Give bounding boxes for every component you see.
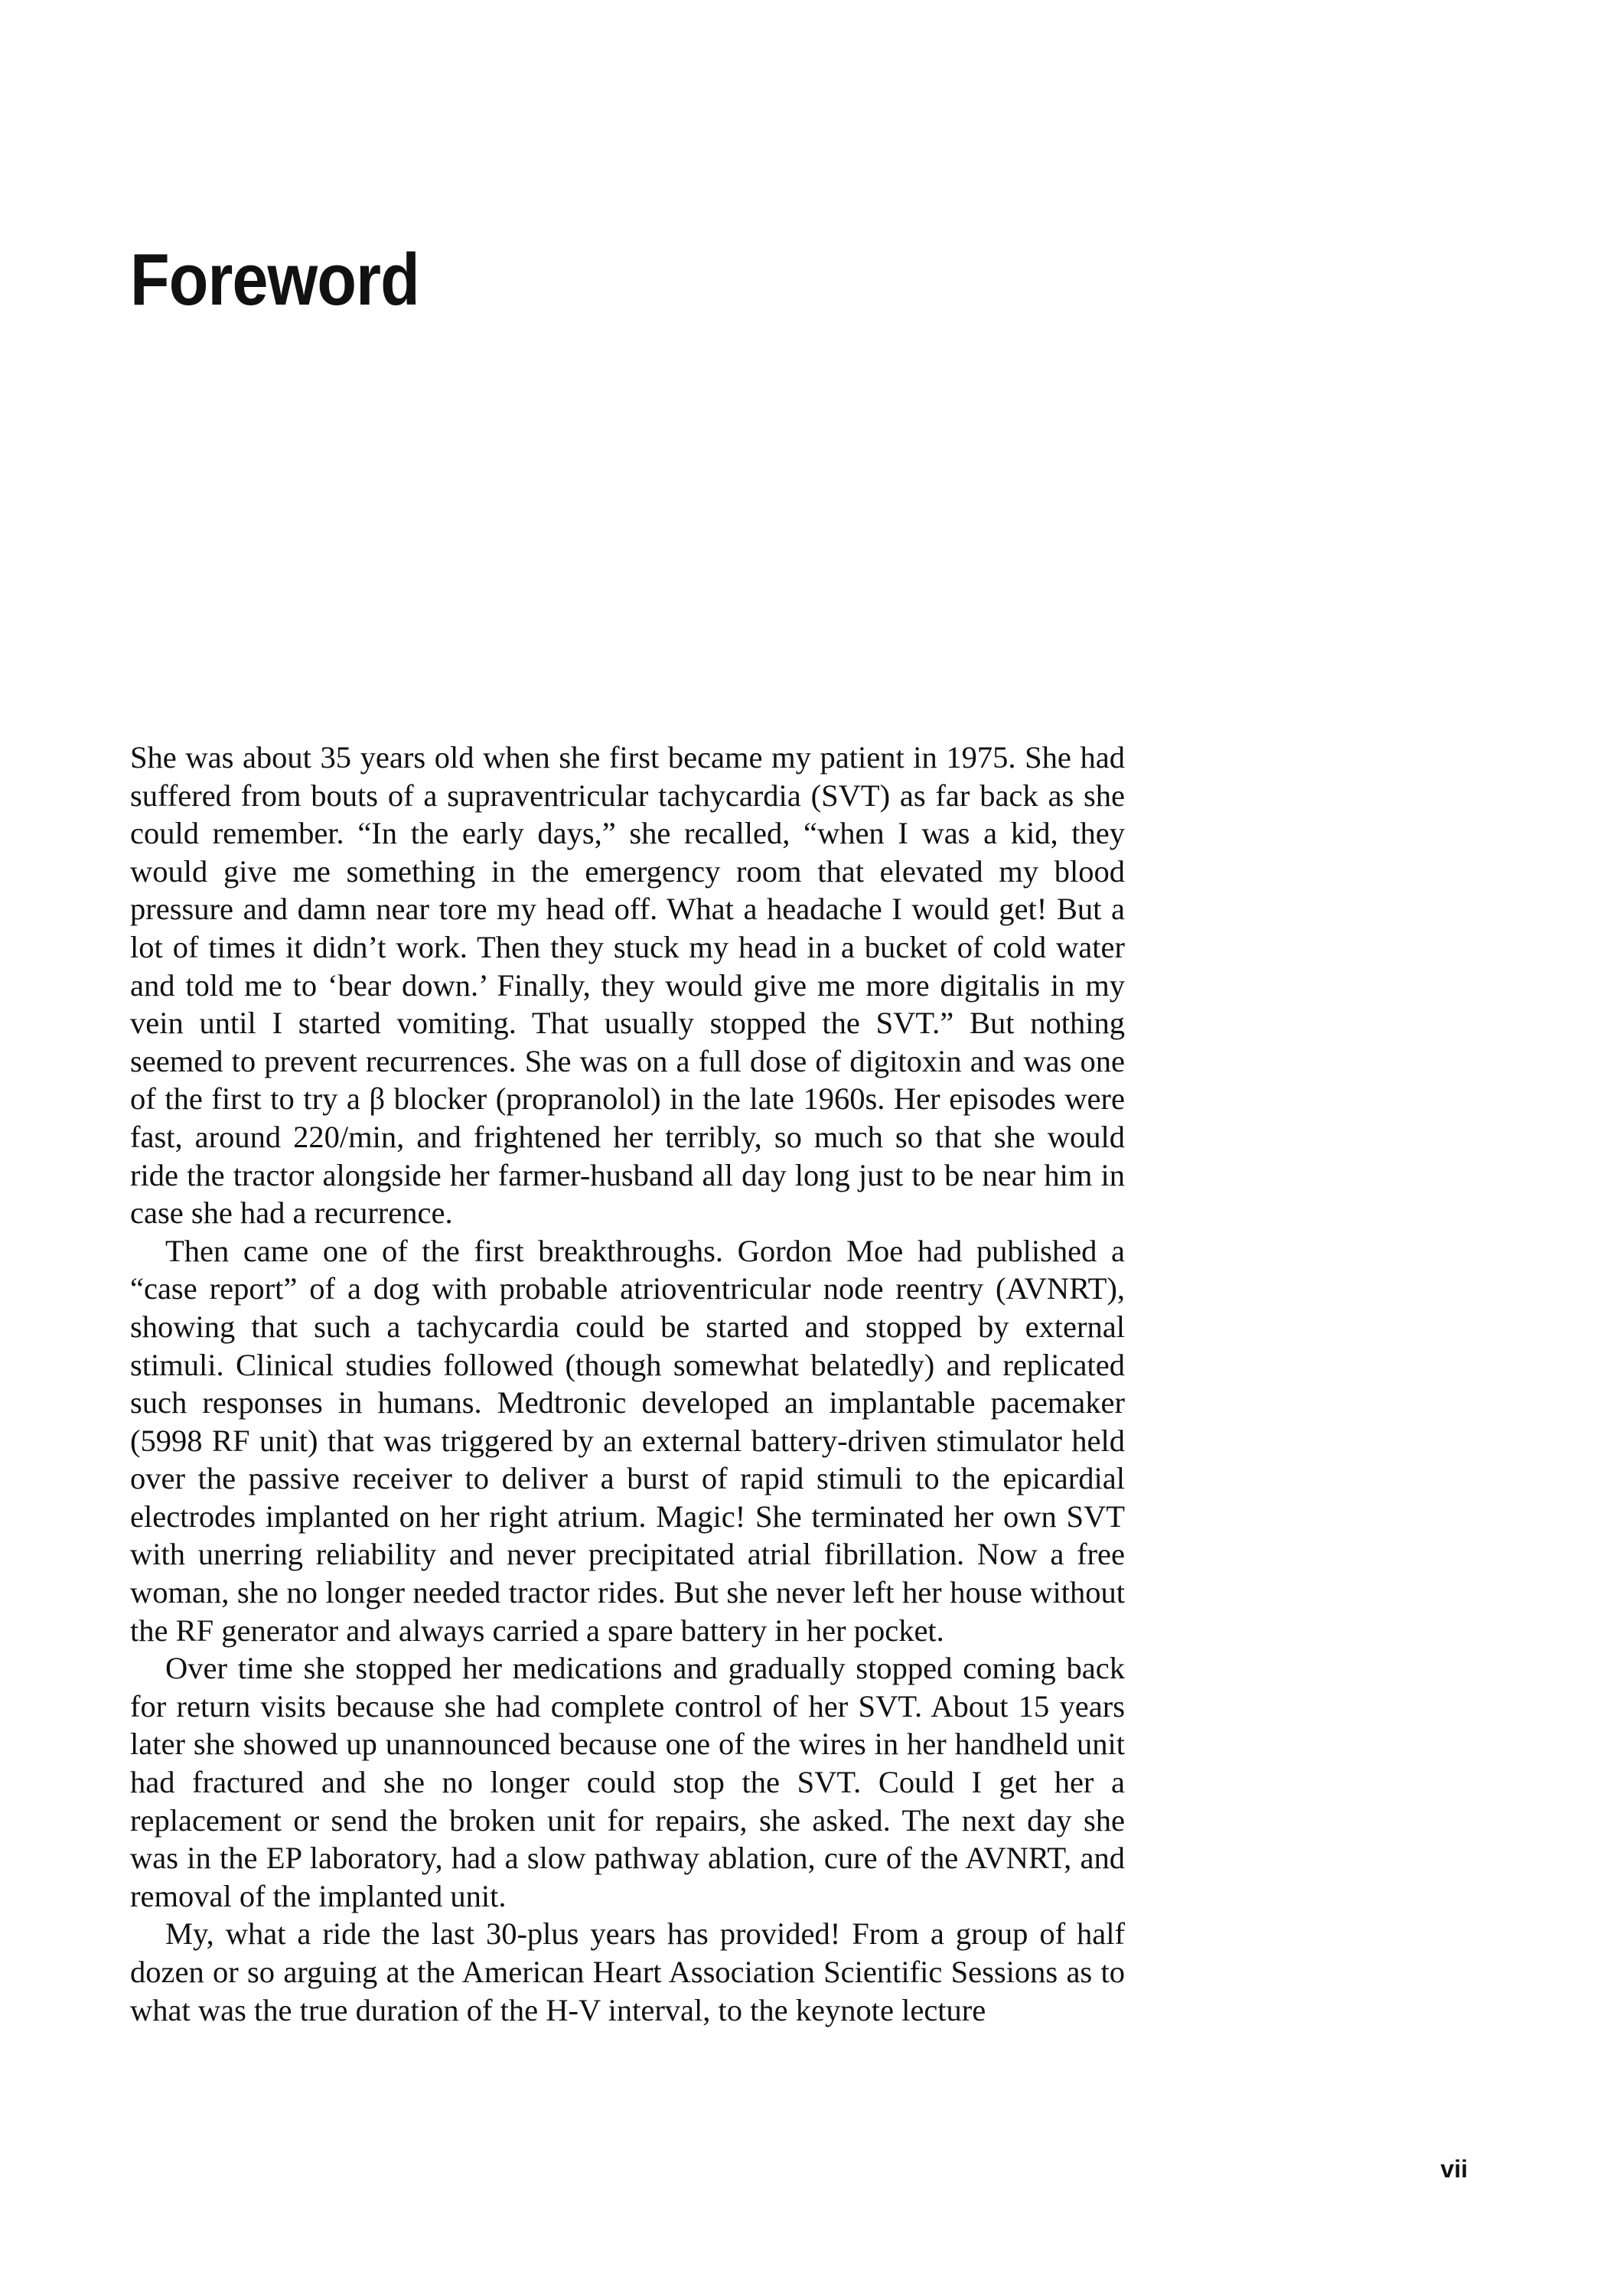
paragraph: My, what a ride the last 30-plus years has provided! From a group of half dozen or so arguing at the American Heart Association Scientific Sessions as to what was the true duration of the H-V interval, to the keynote lecture bbox=[130, 1916, 1125, 2027]
body-text bbox=[130, 739, 1125, 2029]
page-number: vii bbox=[1440, 2155, 1468, 2183]
paragraph: She was about 35 years old when she first became my patient in 1975. She had suffered from bouts of a supraventricular tachycardia (SVT) as far back as she could remember. “In the early days,” she recalled, “when I was a kid, they would give me something in the emergency room that elevated my blood pressure and damn near tore my head off. What a headache I would get! But a lot of times it didn’t work. Then they stuck my head in a bucket of cold water and told me to ‘bear down.’ Finally, they would give me more digitalis in my vein until I started vomiting. That usually stopped the SVT.” But nothing seemed to prevent recurrences. She was on a full dose of digitoxin and was one of the first to try a β blocker (propranolol) in the late 1960s. Her episodes were fast, around 220/min, and frightened her terribly, so much so that she would ride the tractor alongside her farmer-husband all day long just to be near him in case she had a recurrence. bbox=[130, 740, 1125, 1231]
page-title: Foreword bbox=[130, 239, 419, 321]
paragraph: Then came one of the first breakthroughs. Gordon Moe had published a “case report” of a dog with probable atrioventricular node reentry (AVNRT), showing that such a tachycardia could be started and stopped by external stimuli. Clinical studies followed (though somewhat belatedly) and replicated such responses in humans. Medtronic developed an implantable pacemaker (5998 RF unit) that was triggered by an external battery-driven stimulator held over the passive receiver to deliver a burst of rapid stimuli to the epicardial electrodes implanted on her right atrium. Magic! She terminated her own SVT with unerring reliability and never precipitated atrial fibrillation. Now a free woman, she no longer needed tractor rides. But she never left her house without the RF generator and always carried a spare battery in her pocket. bbox=[130, 1233, 1125, 1648]
paragraph: Over time she stopped her medications and gradually stopped coming back for return visits because she had complete control of her SVT. About 15 years later she showed up unannounced because one of the wires in her handheld unit had fractured and she no longer could stop the SVT. Could I get her a replacement or send the broken unit for repairs, she asked. The next day she was in the EP laboratory, had a slow pathway ablation, cure of the AVNRT, and removal of the implanted unit. bbox=[130, 1651, 1125, 1913]
